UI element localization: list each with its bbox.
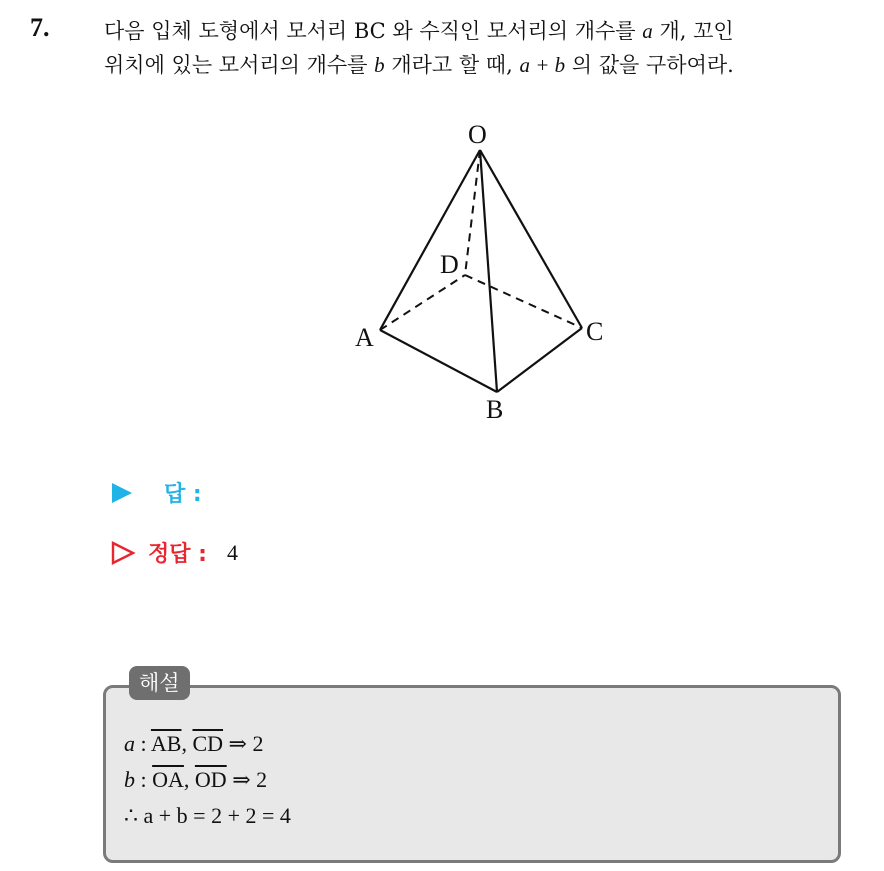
pyramid-diagram [340,110,630,430]
question-line-2 [104,48,874,82]
correct-answer-row [110,537,238,568]
edge-BC [497,328,582,392]
question-text [104,14,874,82]
question-line-2-suffix: 의 값을 구하여라. [565,53,734,77]
solution-line-sum: ∴ a + b = 2 + 2 = 4 [124,803,291,828]
solution-var-b: b [124,767,135,792]
outline-triangle-icon [110,540,136,566]
expression-a-plus-b: a + b [519,53,566,77]
vertex-label-D: D [440,250,459,279]
variable-b: b [374,53,385,77]
correct-answer-label: 정답 : [148,542,207,567]
edge-AB [380,330,497,392]
question-line-1-suffix: 개, 꼬인 [652,19,734,43]
answer-label: 답 : [164,482,202,507]
question-line-1 [104,14,874,48]
edge-OA [380,150,480,330]
filled-triangle-icon [110,482,134,504]
segment-OD: $\overline{OD}$ [194,767,227,792]
edge-DC [465,275,582,328]
pyramid-figure [340,110,630,430]
answer-row [110,477,222,508]
question-line-1-prefix: 다음 입체 도형에서 모서리 BC 와 수직인 모서리의 개수를 [104,19,643,43]
variable-a: a [642,19,653,43]
edge-OC [480,150,582,328]
segment-CD: $\overline{CD}$ [192,731,224,756]
solution-content [124,726,291,834]
correct-answer-value: 4 [226,539,238,565]
vertex-label-A: A [355,323,374,352]
segment-OA: $\overline{OA}$ [152,767,184,792]
solution-sep-b: : [135,767,153,792]
solution-sep-a: : [135,731,151,756]
solution-line-a: a : $\overline{AB}$, $\overline{CD}$ ⇒ 2 [124,731,264,756]
question-line-2-prefix: 위치에 있는 모서리의 개수를 [104,53,375,77]
edge-OD [465,150,480,275]
solution-tag: 해설 [129,666,190,700]
vertex-label-B: B [486,395,504,424]
solution-line-b: b : $\overline{OA}$, $\overline{OD}$ ⇒ 2 [124,767,268,792]
edge-OB [480,150,497,392]
segment-AB: $\overline{AB}$ [150,731,182,756]
edge-AD [380,275,465,330]
solution-result-a: ⇒ 2 [223,731,264,756]
solution-var-a: a [124,731,135,756]
vertex-label-C: C [586,317,604,346]
question-number: 7. [30,13,50,42]
question-line-2-middle: 개라고 할 때, [384,53,520,77]
solution-result-b: ⇒ 2 [226,767,268,792]
vertex-label-O: O [468,120,487,149]
